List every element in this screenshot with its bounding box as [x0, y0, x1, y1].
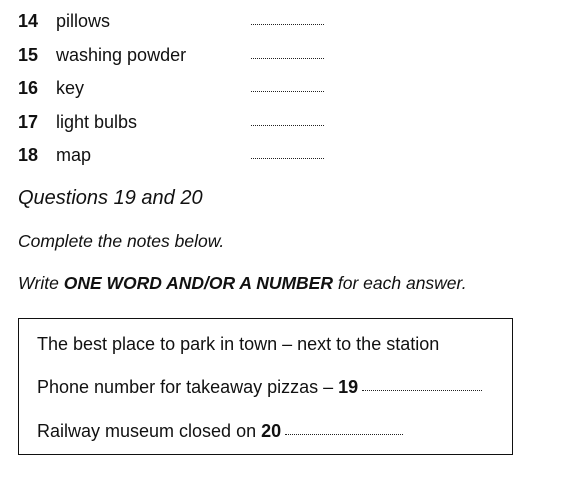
answer-blank[interactable] — [251, 125, 324, 126]
item-label: light bulbs — [56, 112, 138, 132]
list-item — [18, 9, 338, 33]
list-item — [18, 110, 338, 134]
answer-blank[interactable] — [285, 434, 403, 435]
note-line-parking: The best place to park in town – next to the station — [37, 334, 440, 354]
question-number: 19 — [338, 377, 359, 397]
item-label: washing powder — [56, 45, 187, 65]
note-line-museum — [37, 419, 403, 443]
answer-blank[interactable] — [362, 390, 482, 391]
word-limit-instruction — [18, 272, 467, 294]
answer-blank[interactable] — [251, 24, 324, 25]
question-number: 18 — [18, 145, 39, 165]
notes-box — [18, 318, 513, 455]
list-item — [18, 76, 338, 100]
question-number: 16 — [18, 78, 39, 98]
answer-blank[interactable] — [251, 91, 324, 92]
list-item — [18, 43, 338, 67]
list-item — [18, 143, 338, 167]
note-text: Phone number for takeaway pizzas – — [37, 377, 339, 397]
question-number: 17 — [18, 112, 39, 132]
section-heading: Questions 19 and 20 — [18, 187, 203, 209]
note-text: Railway museum closed on — [37, 421, 262, 441]
answer-blank[interactable] — [251, 58, 324, 59]
question-number: 14 — [18, 11, 39, 31]
item-label: map — [56, 145, 92, 165]
word-limit-prefix: Write — [18, 273, 64, 293]
item-label: key — [56, 78, 85, 98]
question-number: 15 — [18, 45, 39, 65]
answer-blank[interactable] — [251, 158, 324, 159]
question-number: 20 — [261, 421, 282, 441]
note-line-pizza — [37, 375, 482, 399]
word-limit-emphasis: ONE WORD AND/OR A NUMBER — [63, 273, 333, 293]
item-label: pillows — [56, 11, 111, 31]
instruction-text: Complete the notes below. — [18, 231, 225, 251]
word-limit-suffix: for each answer. — [333, 273, 467, 293]
